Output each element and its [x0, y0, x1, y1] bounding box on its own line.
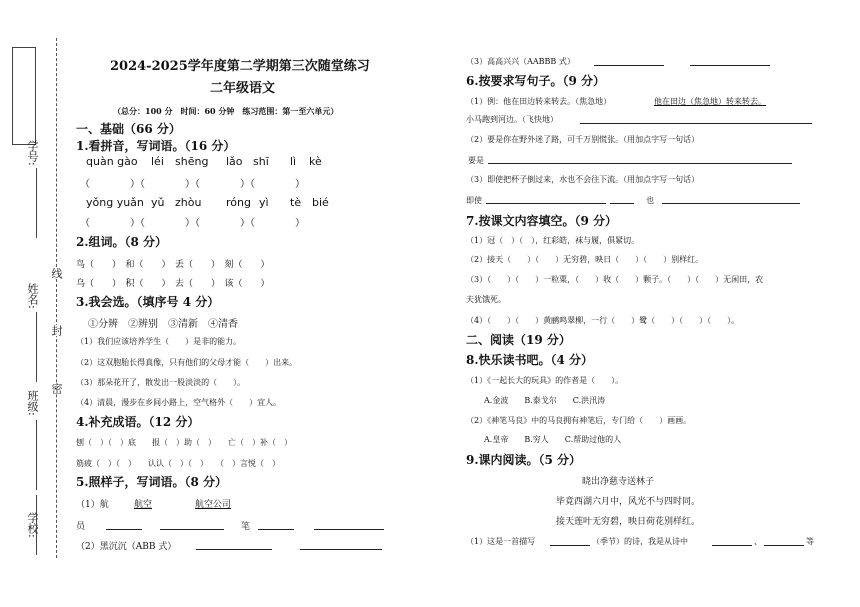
- margin-xingming-label: 姓名:: [26, 283, 39, 309]
- q5-item2-blank-1[interactable]: [196, 549, 272, 550]
- margin-xuehao-line: [36, 168, 37, 238]
- q6-q2-start: 要是: [468, 156, 484, 165]
- pinyin-sheng: shēng: [175, 155, 209, 168]
- q6-q3-blank-3[interactable]: [662, 203, 800, 204]
- q5-item3: （3）高高兴兴（AABBB 式）: [466, 57, 575, 66]
- q5-blank-1[interactable]: [106, 529, 142, 530]
- q3-item4[interactable]: （4）清晨，漫步在乡间小路上，空气格外（ ）宜人。: [76, 398, 282, 407]
- pinyin-li: lì: [290, 155, 297, 168]
- q5-row2-char-yuan: 员: [76, 522, 86, 532]
- q2-row1[interactable]: 鸟（ ） 和（ ） 丢（ ） 刻（ ）: [76, 260, 270, 270]
- pinyin-yi: yì: [259, 196, 269, 209]
- q5-item3-blank-2[interactable]: [690, 65, 770, 66]
- q9-q1-text-d: 等: [806, 537, 814, 546]
- q3-heading: 3.我会选。（填序号 4 分）: [76, 295, 220, 309]
- q5-row2-char-bi: 笔: [241, 522, 251, 532]
- margin-fold-line: [56, 38, 57, 558]
- q9-q1-text-c: 、: [754, 537, 762, 546]
- q3-item3[interactable]: （3）那朵花开了，散发出一股淡淡的（ ）。: [76, 378, 246, 387]
- q7-line1[interactable]: （1）冠（ ）（ ），红彩皓，袜与履，俱紧切。: [466, 236, 640, 245]
- q1-heading: 1.看拼音，写词语。（16 分）: [76, 139, 236, 153]
- q7-line4[interactable]: （4）（ ）（ ）黄鹂鸣翠柳，一行（ ）鹭（ ）（ ）（ ）。: [466, 316, 740, 325]
- pinyin-lei: léi: [151, 155, 164, 168]
- q6-q3-start: 即使: [466, 196, 482, 205]
- q3-options: ①分辨 ②辨别 ③清新 ④清香: [88, 319, 238, 330]
- margin-border: [12, 47, 36, 145]
- q5-blank-3[interactable]: [258, 529, 294, 530]
- q5-example-word1: 航空: [134, 500, 153, 510]
- q6-q2-text: （2）要是你在野外迷了路，可千万别慌张。（用加点字写一句话）: [466, 135, 700, 144]
- q5-item2: （2）黑沉沉（ABB 式）: [76, 542, 177, 552]
- part2-heading: 二、阅读（19 分）: [466, 333, 571, 347]
- q4-row2[interactable]: 筋疲（ ）（ ） 认认（ ）（ ） （ ）言悦（ ）: [76, 459, 280, 468]
- margin-xuexiao-line: [36, 495, 37, 555]
- q8-heading: 8.快乐读书吧。（4 分）: [466, 353, 594, 367]
- pinyin-shi: shī: [253, 155, 269, 168]
- pinyin-lao: lǎo: [226, 155, 243, 168]
- q9-heading: 9.课内阅读。（5 分）: [466, 453, 582, 467]
- pinyin-te: tè: [290, 196, 302, 209]
- margin-xuexiao-label: 学校:: [26, 512, 39, 538]
- q6-example-question: 小马跑到河边。（飞快地）: [466, 115, 558, 124]
- q9-q1-blank-season[interactable]: [550, 545, 590, 546]
- pinyin-yongyuan: yǒng yuǎn: [86, 196, 144, 209]
- q8-q2-options[interactable]: A.皇帝 B.穷人 C.帮助过他的人: [484, 435, 622, 444]
- q5-blank-2[interactable]: [160, 529, 224, 530]
- pinyin-yu: yǔ: [151, 196, 165, 209]
- q6-example-answer: 他在田边（焦急地）转来转去。: [654, 97, 766, 106]
- q5-example-label: （1）航: [76, 500, 109, 510]
- q3-item2[interactable]: （2）这双胞胎长得真像，只有他们的父母才能（ ）出来。: [76, 358, 298, 367]
- q7-line3[interactable]: （3）（ ）（ ）一粒粟，（ ）收（ ）颗子。（ ）（ ）无闲田，农: [466, 275, 764, 284]
- answer-brackets-row2[interactable]: （ ）（ ）（ ）（ ）: [80, 218, 305, 229]
- q7-line3-cont: 夫犹饿死。: [466, 295, 506, 304]
- exam-info: （总分：100 分 时间：60 分钟 练习范围：第一至六单元）: [113, 106, 339, 116]
- q5-example-word2: 航空公司: [195, 500, 232, 510]
- pinyin-zhou: zhòu: [175, 196, 202, 209]
- q6-q3-mid: 也: [646, 196, 654, 205]
- pinyin-rong: róng: [226, 196, 251, 209]
- exam-subtitle: 二年级语文: [210, 81, 276, 96]
- q2-heading: 2.组词。（8 分）: [76, 235, 168, 249]
- q4-row1[interactable]: 刨（ ）（ ）底 报（ ）助（ ） 亡（ ）补（ ）: [76, 438, 292, 447]
- q6-q3-text: （3）即使把杯子倒过来，水也不会往下流。（用加点字写一句话）: [466, 175, 700, 184]
- margin-feng-char: 封: [50, 325, 63, 336]
- q5-item3-blank-1[interactable]: [594, 65, 664, 66]
- q6-heading: 6.按要求写句子。（9 分）: [466, 74, 606, 88]
- margin-xian-char: 线: [50, 268, 63, 279]
- pinyin-bie: bié: [312, 196, 329, 209]
- exam-title: 2024-2025学年度第二学期第三次随堂练习: [110, 59, 370, 74]
- q7-heading: 7.按课文内容填空。（9 分）: [466, 214, 618, 228]
- margin-xingming-line: [36, 312, 37, 382]
- q5-blank-4[interactable]: [314, 529, 384, 530]
- q8-q1-options[interactable]: A.金波 B.泰戈尔 C.洪汛涛: [484, 396, 606, 405]
- q7-line2[interactable]: （2）接天（ ）（ ）无穷碧，映日（ ）（ ）别样红。: [466, 255, 704, 264]
- q9-q1-text-a: （1）这是一首描写: [466, 537, 536, 546]
- pinyin-ke: kè: [309, 155, 322, 168]
- q6-q2-blank[interactable]: [488, 163, 792, 164]
- q8-q2: （2）《神笔马良》中的马良拥有神笔后，专门给（ ）画画。: [466, 416, 692, 425]
- q6-q1-blank[interactable]: [580, 123, 812, 124]
- margin-banji-label: 班级:: [26, 390, 39, 416]
- q4-heading: 4.补充成语。（12 分）: [76, 415, 200, 429]
- q5-heading: 5.照样子，写词语。（8 分）: [76, 475, 228, 489]
- q9-q1-text-b: （季节）的诗，我是从诗中: [592, 537, 688, 546]
- q6-q3-blank-1[interactable]: [486, 203, 606, 204]
- poem-line2: 接天莲叶无穷碧，映日荷花别样红。: [556, 517, 701, 527]
- q6-example-prefix: （1）例：他在田边转来转去。（焦急地）: [466, 97, 612, 106]
- margin-xuehao-label: 学号:: [26, 140, 39, 166]
- q6-q3-blank-2[interactable]: [610, 203, 634, 204]
- q9-q1-blank-3[interactable]: [764, 545, 804, 546]
- margin-banji-line: [36, 420, 37, 490]
- answer-brackets-row1[interactable]: （ ）（ ）（ ）（ ）: [80, 179, 305, 190]
- margin-mi-char: 密: [50, 383, 63, 394]
- pinyin-quangao: quàn gào: [86, 155, 138, 168]
- q5-item2-blank-2[interactable]: [300, 549, 382, 550]
- poem-line1: 毕竟西湖六月中，风光不与四时同。: [556, 497, 701, 507]
- poem-title: 晓出净慈寺送林子: [582, 477, 655, 487]
- q9-q1-blank-2[interactable]: [712, 545, 752, 546]
- q2-row2[interactable]: 乌（ ） 积（ ） 去（ ） 该（ ）: [76, 279, 270, 289]
- part1-heading: 一、基础（66 分）: [76, 122, 181, 136]
- q3-item1[interactable]: （1）我们应该培养学生（ ）是非的能力。: [76, 337, 242, 346]
- q8-q1: （1）《一起长大的玩具》的作者是（ ）。: [466, 376, 624, 385]
